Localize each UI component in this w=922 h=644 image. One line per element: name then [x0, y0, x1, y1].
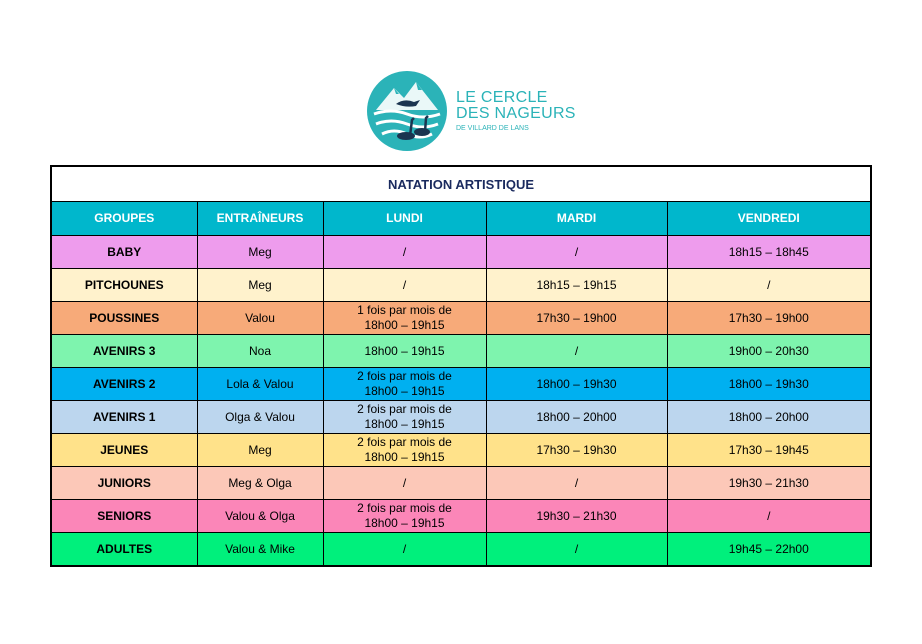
table-row [51, 434, 871, 467]
monday-cell: 2 fois par mois de 18h00 – 19h15 [323, 401, 486, 434]
tuesday-cell: / [486, 533, 667, 567]
table-row [51, 269, 871, 302]
table-row [51, 335, 871, 368]
header-lundi: LUNDI [323, 202, 486, 236]
group-cell: JEUNES [51, 434, 197, 467]
monday-cell: / [323, 467, 486, 500]
monday-cell: 18h00 – 19h15 [323, 335, 486, 368]
group-cell: ADULTES [51, 533, 197, 567]
group-cell: SENIORS [51, 500, 197, 533]
table-row [51, 368, 871, 401]
club-name-line1: LE CERCLE [456, 89, 548, 106]
monday-cell: 2 fois par mois de 18h00 – 19h15 [323, 434, 486, 467]
club-name [456, 90, 576, 132]
monday-cell: / [323, 269, 486, 302]
coach-cell: Olga & Valou [197, 401, 323, 434]
club-location: DE VILLARD DE LANS [456, 125, 529, 132]
monday-cell: 2 fois par mois de 18h00 – 19h15 [323, 368, 486, 401]
friday-cell: 19h30 – 21h30 [667, 467, 871, 500]
coach-cell: Meg [197, 236, 323, 269]
table-row [51, 236, 871, 269]
group-cell: JUNIORS [51, 467, 197, 500]
coach-cell: Valou & Olga [197, 500, 323, 533]
friday-cell: 17h30 – 19h00 [667, 302, 871, 335]
coach-cell: Meg & Olga [197, 467, 323, 500]
table-row [51, 467, 871, 500]
coach-cell: Valou [197, 302, 323, 335]
table-title: NATATION ARTISTIQUE [51, 166, 871, 202]
group-cell: AVENIRS 2 [51, 368, 197, 401]
group-cell: POUSSINES [51, 302, 197, 335]
table-row [51, 533, 871, 567]
schedule-table [50, 165, 872, 567]
tuesday-cell: 17h30 – 19h30 [486, 434, 667, 467]
tuesday-cell: 19h30 – 21h30 [486, 500, 667, 533]
group-cell: AVENIRS 3 [51, 335, 197, 368]
table-title-row [51, 166, 871, 202]
table-body [51, 236, 871, 567]
table-header-row [51, 202, 871, 236]
monday-cell: 2 fois par mois de 18h00 – 19h15 [323, 500, 486, 533]
friday-cell: / [667, 269, 871, 302]
tuesday-cell: / [486, 236, 667, 269]
coach-cell: Noa [197, 335, 323, 368]
group-cell: BABY [51, 236, 197, 269]
friday-cell: 17h30 – 19h45 [667, 434, 871, 467]
tuesday-cell: / [486, 467, 667, 500]
swimmer-logo-icon [366, 70, 448, 152]
header-vendredi: VENDREDI [667, 202, 871, 236]
coach-cell: Valou & Mike [197, 533, 323, 567]
tuesday-cell: 18h00 – 19h30 [486, 368, 667, 401]
coach-cell: Lola & Valou [197, 368, 323, 401]
friday-cell: 18h15 – 18h45 [667, 236, 871, 269]
friday-cell: 18h00 – 20h00 [667, 401, 871, 434]
friday-cell: / [667, 500, 871, 533]
header-groupes: GROUPES [51, 202, 197, 236]
friday-cell: 19h45 – 22h00 [667, 533, 871, 567]
header-entraineurs: ENTRAÎNEURS [197, 202, 323, 236]
header-mardi: MARDI [486, 202, 667, 236]
club-logo [366, 70, 576, 152]
tuesday-cell: 18h15 – 19h15 [486, 269, 667, 302]
table-row [51, 500, 871, 533]
monday-cell: / [323, 236, 486, 269]
coach-cell: Meg [197, 269, 323, 302]
coach-cell: Meg [197, 434, 323, 467]
tuesday-cell: 18h00 – 20h00 [486, 401, 667, 434]
club-name-line2: DES NAGEURS [456, 105, 576, 122]
group-cell: PITCHOUNES [51, 269, 197, 302]
group-cell: AVENIRS 1 [51, 401, 197, 434]
monday-cell: 1 fois par mois de 18h00 – 19h15 [323, 302, 486, 335]
monday-cell: / [323, 533, 486, 567]
tuesday-cell: / [486, 335, 667, 368]
table-row [51, 401, 871, 434]
friday-cell: 18h00 – 19h30 [667, 368, 871, 401]
table-row [51, 302, 871, 335]
friday-cell: 19h00 – 20h30 [667, 335, 871, 368]
tuesday-cell: 17h30 – 19h00 [486, 302, 667, 335]
